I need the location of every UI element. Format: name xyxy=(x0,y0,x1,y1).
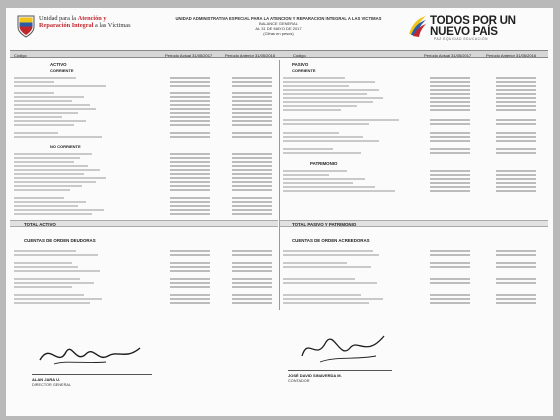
left-period-prior-header: Período Anterior 31/05/2016 xyxy=(225,52,276,58)
right-period-current-header: Período Actual 31/05/2017 xyxy=(424,52,472,58)
unit-logo xyxy=(16,14,131,42)
balance-sheet-body xyxy=(10,60,548,320)
coat-of-arms-icon xyxy=(16,14,36,39)
document-page xyxy=(6,8,553,416)
entity-title: UNIDAD ADMINISTRATIVA ESPECIAL PARA LA ATENCION Y REPARACION INTEGRAL A LAS VICTIMAS xyxy=(175,16,382,21)
activo-corriente-heading: CORRIENTE xyxy=(50,68,74,73)
gov-tagline: PAZ EQUIDAD EDUCACIÓN xyxy=(434,37,488,41)
statement-heading xyxy=(156,16,401,36)
total-activo-label: TOTAL ACTIVO xyxy=(24,221,56,227)
director-role: DIRECTOR GENERAL xyxy=(32,383,71,387)
total-pasivo-patrimonio-label: TOTAL PASIVO Y PATRIMONIO xyxy=(292,221,357,227)
accountant-name: JOSÉ DAVID SINAVERDA M. xyxy=(288,373,342,378)
pasivo-heading: PASIVO xyxy=(292,62,309,67)
flag-swoosh-icon xyxy=(406,14,428,38)
unit-name: Unidad para la Atención y Reparación Integral a las Víctimas xyxy=(39,15,131,29)
pasivo-corriente-heading: CORRIENTE xyxy=(292,68,316,73)
currency-note: (Cifras en pesos) xyxy=(263,31,294,36)
gov-slogan-line1: TODOS POR UN xyxy=(430,14,516,27)
director-signature-line xyxy=(32,374,152,375)
statement-title: BALANCE GENERAL xyxy=(259,21,298,26)
accountant-role: CONTADOR xyxy=(288,379,310,383)
right-period-prior-header: Período Anterior 31/05/2016 xyxy=(486,52,537,58)
column-divider xyxy=(279,60,280,310)
column-header xyxy=(10,50,548,58)
director-name: ALAN JARA U. xyxy=(32,377,61,382)
document-header xyxy=(6,8,553,46)
government-logo xyxy=(406,12,546,42)
accountant-signature-line xyxy=(288,370,392,371)
left-code-header: Código xyxy=(14,52,27,58)
activo-heading: ACTIVO xyxy=(50,62,67,67)
cuentas-orden-acreedoras-heading: CUENTAS DE ORDEN ACREEDORAS xyxy=(292,238,370,243)
director-signature-scribble xyxy=(36,334,146,372)
statement-date: AL 31 DE MAYO DE 2017 xyxy=(255,26,302,31)
gov-slogan-line2: NUEVO PAÍS xyxy=(430,25,498,38)
patrimonio-heading: PATRIMONIO xyxy=(310,161,338,166)
cuentas-orden-deudoras-heading: CUENTAS DE ORDEN DEUDORAS xyxy=(24,238,96,243)
right-code-header: Código xyxy=(293,52,306,58)
accountant-signature-scribble xyxy=(296,326,391,370)
left-period-current-header: Período Actual 31/05/2017 xyxy=(165,52,213,58)
no-corriente-heading: NO CORRIENTE xyxy=(50,144,81,149)
